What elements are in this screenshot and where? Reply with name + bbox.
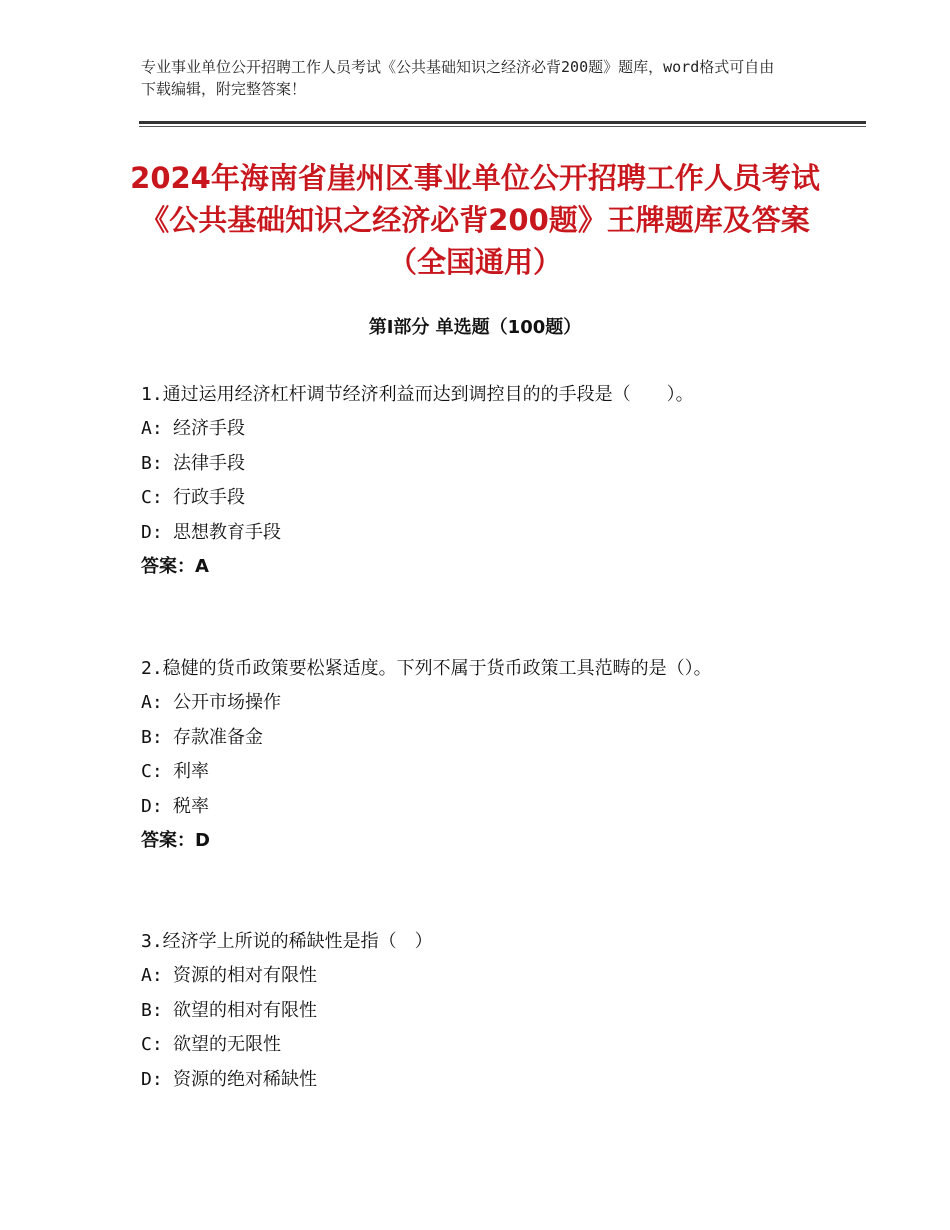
- option-letter: C:: [141, 487, 163, 508]
- option-text: 税率: [173, 795, 209, 817]
- option-c: [141, 1028, 821, 1063]
- question-stem: 3.经济学上所说的稀缺性是指（ ）: [141, 931, 433, 952]
- option-text: 经济手段: [173, 418, 245, 439]
- option-c: [141, 755, 821, 790]
- option-b: [141, 447, 821, 482]
- option-d: [141, 516, 821, 551]
- question-1: [141, 378, 821, 584]
- option-b: [141, 994, 821, 1029]
- header-divider-thin: [139, 126, 866, 127]
- option-letter: B:: [141, 726, 163, 748]
- option-letter: B:: [141, 452, 163, 474]
- option-letter: A:: [141, 418, 163, 439]
- option-d: [141, 790, 821, 825]
- option-letter: A:: [141, 965, 163, 986]
- document-title: 2024年海南省崖州区事业单位公开招聘工作人员考试《公共基础知识之经济必背200题》王牌题库及答案（全国通用）: [130, 161, 820, 279]
- answer-line: 答案：A: [141, 556, 209, 577]
- question-2: [141, 652, 821, 858]
- option-text: 存款准备金: [173, 726, 263, 748]
- option-c: [141, 481, 821, 516]
- header-note: 专业事业单位公开招聘工作人员考试《公共基础知识之经济必背200题》题库，word格式可自由下载编辑，附完整答案！: [141, 58, 775, 98]
- option-b: [141, 721, 821, 756]
- question-stem: 2.稳健的货币政策要松紧适度。下列不属于货币政策工具范畴的是（）。: [141, 658, 712, 679]
- option-text: 公开市场操作: [173, 692, 281, 713]
- option-letter: A:: [141, 692, 163, 713]
- option-text: 资源的相对有限性: [173, 965, 317, 986]
- option-text: 利率: [173, 761, 209, 782]
- option-letter: C:: [141, 761, 163, 782]
- option-text: 欲望的相对有限性: [173, 999, 317, 1021]
- answer-line: 答案：D: [141, 830, 210, 851]
- option-text: 思想教育手段: [173, 521, 281, 543]
- option-a: [141, 959, 821, 994]
- option-a: [141, 686, 821, 721]
- option-letter: D:: [141, 1068, 163, 1090]
- option-d: [141, 1063, 821, 1098]
- header-divider: [139, 121, 866, 124]
- question-stem: 1.通过运用经济杠杆调节经济利益而达到调控目的的手段是（ ）。: [141, 384, 694, 405]
- section-title: 第Ⅰ部分 单选题（100题）: [368, 317, 582, 338]
- option-letter: B:: [141, 999, 163, 1021]
- option-text: 法律手段: [173, 452, 245, 474]
- option-letter: C:: [141, 1034, 163, 1055]
- option-letter: D:: [141, 795, 163, 817]
- option-a: [141, 412, 821, 447]
- option-text: 行政手段: [173, 487, 245, 508]
- option-text: 资源的绝对稀缺性: [173, 1068, 317, 1090]
- option-letter: D:: [141, 521, 163, 543]
- question-3: [141, 925, 821, 1097]
- option-text: 欲望的无限性: [173, 1034, 281, 1055]
